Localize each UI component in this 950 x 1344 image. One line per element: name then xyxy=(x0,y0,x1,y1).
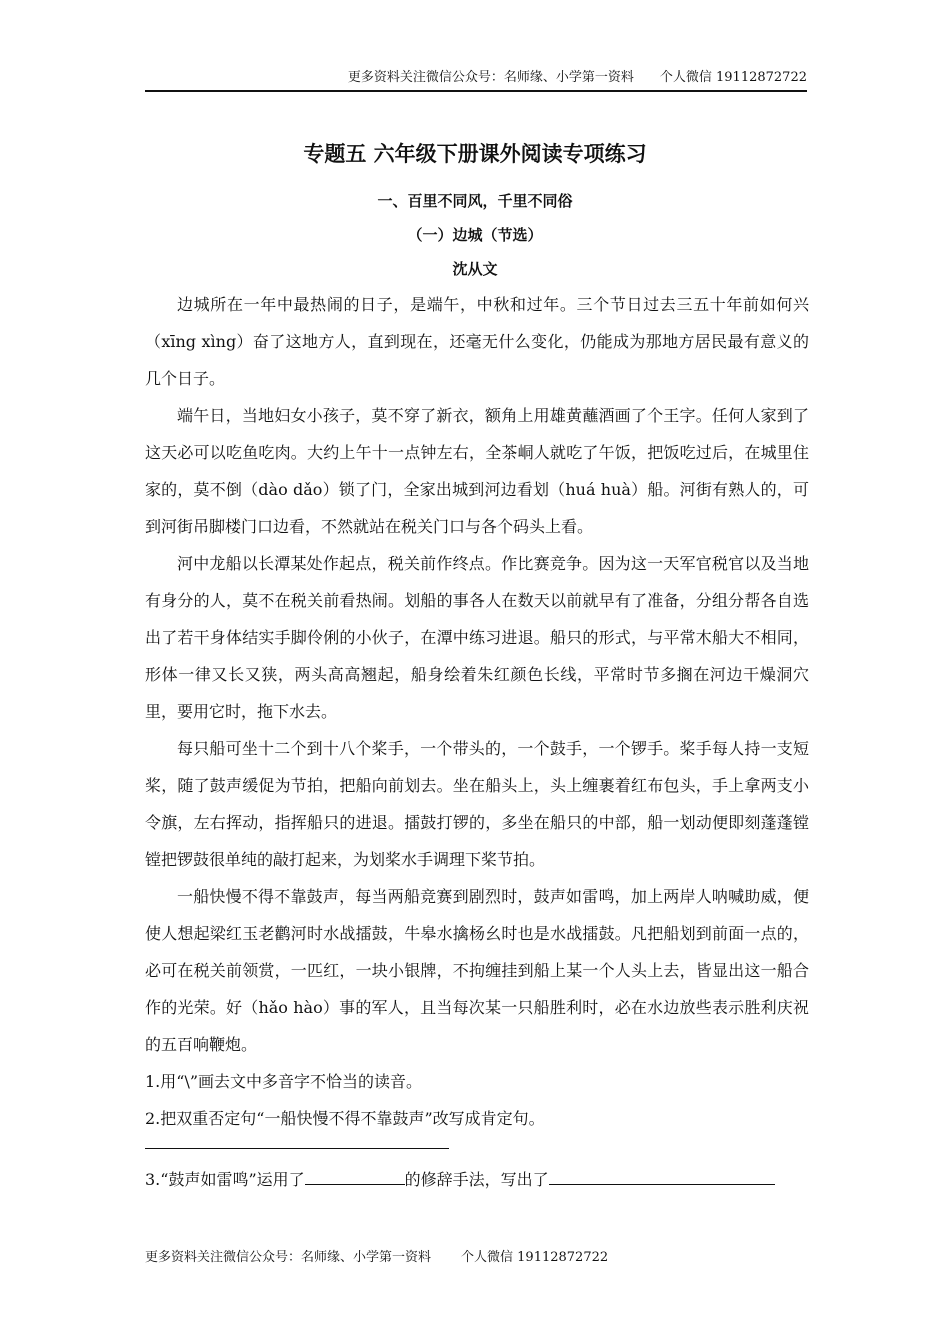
paragraph-3: 河中龙船以长潭某处作起点，税关前作终点。作比赛竞争。因为这一天军官税官以及当地有身分的人，莫不在税关前看热闹。划船的事各人在数天以前就早有了准备，分组分帮各自选出了若干身体结实手脚伶俐的小伙子，在潭中练习进退。船只的形式，与平常木船大不相同，形体一律又长又狭，两头高高翘起，船身绘着朱红颜色长线，平常时节多搁在河边干燥洞穴里，要用它时，拖下水去。 xyxy=(145,554,809,721)
question-3-blank-1[interactable] xyxy=(305,1166,405,1185)
question-1: 1.用“\”画去文中多音字不恰当的读音。 xyxy=(145,1072,423,1091)
question-3 xyxy=(145,1166,809,1193)
question-3-part-a: 3.“鼓声如雷鸣”运用了 xyxy=(145,1170,305,1189)
page-footer xyxy=(145,1246,608,1265)
question-3-part-b: 的修辞手法，写出了 xyxy=(404,1170,549,1189)
header-right-text: 个人微信 19112872722 xyxy=(659,70,807,85)
question-2-answer-line[interactable] xyxy=(145,1148,449,1149)
page-header xyxy=(145,66,807,92)
footer-right-text: 个人微信 19112872722 xyxy=(461,1250,609,1265)
passage-body xyxy=(145,286,809,1137)
paragraph-1: 边城所在一年中最热闹的日子，是端午，中秋和过年。三个节日过去三五十年前如何兴（xīng xìng）奋了这地方人，直到现在，还毫无什么变化，仍能成为那地方居民最有意义的几个日子。 xyxy=(145,295,809,388)
question-3-blank-2[interactable] xyxy=(549,1166,775,1185)
header-left-text: 更多资料关注微信公众号：名师缘、小学第一资料 xyxy=(347,70,634,85)
page-title: 专题五 六年级下册课外阅读专项练习 xyxy=(303,142,647,166)
paragraph-2: 端午日，当地妇女小孩子，莫不穿了新衣，额角上用雄黄蘸酒画了个王字。任何人家到了这天必可以吃鱼吃肉。大约上午十一点钟左右，全茶峒人就吃了午饭，把饭吃过后，在城里住家的，莫不倒（dào dǎo）锁了门，全家出城到河边看划（huá huà）船。河街有熟人的，可到河街吊脚楼门口边看，不然就站在税关门口与各个码头上看。 xyxy=(145,406,809,536)
question-2: 2.把双重否定句“一船快慢不得不靠鼓声”改写成肯定句。 xyxy=(145,1109,545,1128)
footer-left-text: 更多资料关注微信公众号：名师缘、小学第一资料 xyxy=(145,1250,432,1265)
paragraph-4: 每只船可坐十二个到十八个桨手，一个带头的，一个鼓手，一个锣手。桨手每人持一支短桨，随了鼓声缓促为节拍，把船向前划去。坐在船头上，头上缠裹着红布包头，手上拿两支小令旗，左右挥动，指挥船只的进退。擂鼓打锣的，多坐在船只的中部，船一划动便即刻蓬蓬镗镗把锣鼓很单纯的敲打起来，为划桨水手调理下桨节拍。 xyxy=(145,739,809,869)
passage-title: （一）边城（节选） xyxy=(407,226,543,244)
section-heading: 一、百里不同风，千里不同俗 xyxy=(377,192,573,210)
author-name: 沈从文 xyxy=(452,260,498,278)
paragraph-5: 一船快慢不得不靠鼓声，每当两船竞赛到剧烈时，鼓声如雷鸣，加上两岸人呐喊助威，便使人想起梁红玉老鹳河时水战擂鼓，牛皋水擒杨幺时也是水战擂鼓。凡把船划到前面一点的，必可在税关前领赏，一匹红，一块小银牌，不拘缠挂到船上某一个人头上去，皆显出这一船合作的光荣。好（hǎo hào）事的军人，且当每次某一只船胜利时，必在水边放些表示胜利庆祝的五百响鞭炮。 xyxy=(145,887,809,1054)
